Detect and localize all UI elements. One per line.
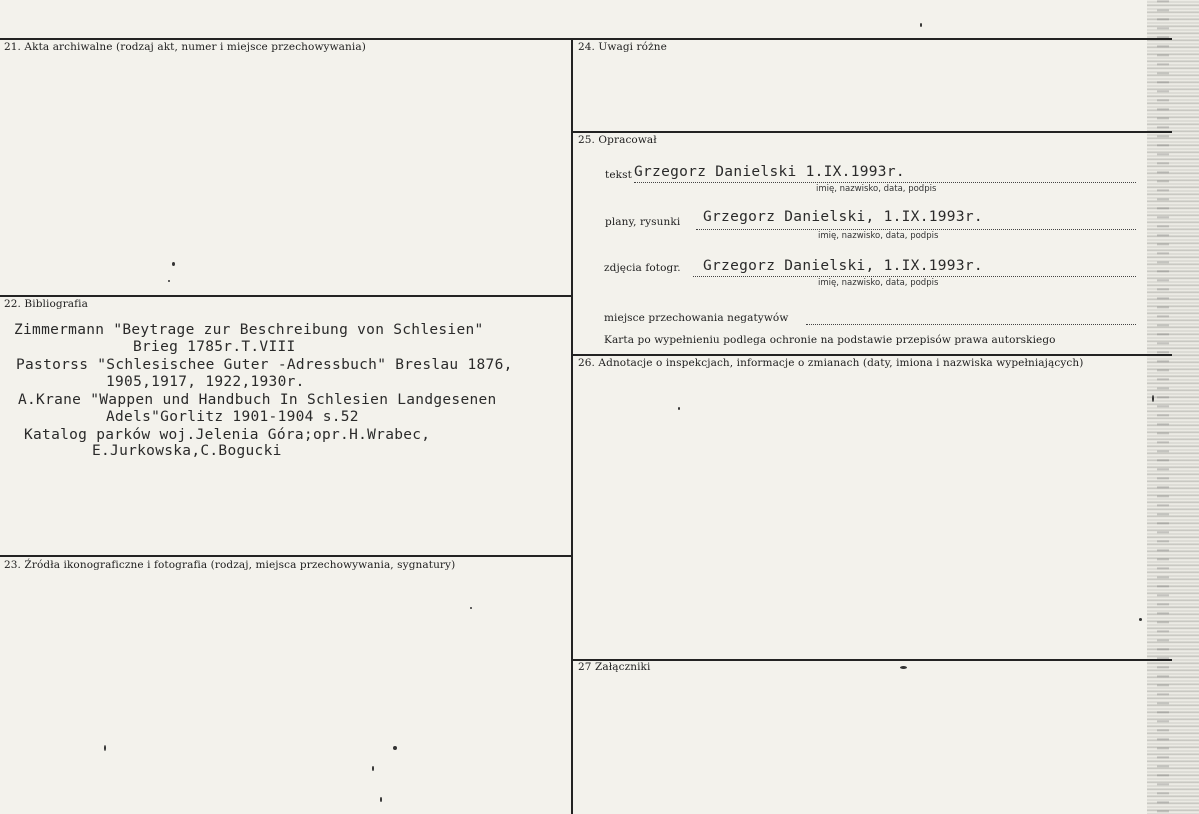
plany-label: plany, rysunki (605, 216, 681, 228)
section-23-label: 23. Źródła ikonograficzne i fotografia (rodzaj, miejsca przechowywania, sygnatury) (4, 559, 456, 571)
negatives-dotted-line (806, 324, 1136, 325)
bibliography-line-3: Pastorss "Schlesischee Guter -Adressbuch" Breslau 1876, (16, 357, 513, 373)
bibliography-line-7: Katalog parków woj.Jelenia Góra;opr.H.Wrabec, (24, 427, 431, 443)
divider-21-22 (0, 295, 572, 297)
scan-speck (1152, 395, 1154, 402)
tekst-caption: imię, nazwisko, data, podpis (816, 184, 937, 194)
bibliography-line-2: Brieg 1785r.T.VIII (133, 339, 296, 355)
scan-speck (393, 746, 397, 750)
section-27-label: 27 Załączniki (578, 661, 651, 673)
section-24-label: 24. Uwagi różne (578, 41, 667, 53)
scan-speck (104, 745, 106, 751)
tekst-value: Grzegorz Danielski 1.IX.1993r. (634, 164, 905, 180)
scan-speck (168, 280, 170, 282)
scan-edge-noise-streaks (1157, 0, 1169, 814)
zdjecia-dotted-line (693, 276, 1136, 277)
section-25-label: 25. Opracował (578, 134, 657, 146)
bibliography-line-6: Adels"Gorlitz 1901-1904 s.52 (106, 409, 359, 425)
plany-dotted-line (696, 229, 1136, 230)
negatives-label: miejsce przechowania negatywów (604, 312, 789, 324)
scan-speck (372, 766, 374, 771)
bibliography-line-8: E.Jurkowska,C.Bogucki (92, 443, 282, 459)
scan-edge-noise (1147, 0, 1199, 814)
scan-speck (1139, 618, 1142, 621)
zdjecia-value: Grzegorz Danielski, 1.IX.1993r. (703, 258, 983, 274)
zdjecia-label: zdjęcia fotogr. (604, 262, 681, 274)
bibliography-line-1: Zimmermann "Beytrage zur Beschreibung von Schlesien" (14, 322, 484, 338)
section-22-label: 22. Bibliografia (4, 298, 88, 310)
plany-value: Grzegorz Danielski, 1.IX.1993r. (703, 209, 983, 225)
section-26-label: 26. Adnotacje o inspekcjach, informacje o zmianach (daty, imiona i nazwiska wypełniających) (578, 357, 1084, 369)
divider-24-25 (572, 131, 1172, 133)
divider-22-23 (0, 555, 572, 557)
plany-caption: imię, nazwisko, data, podpis (818, 231, 939, 241)
divider-26-27 (572, 659, 1172, 661)
top-border-line (0, 38, 1172, 40)
protection-note: Karta po wypełnieniu podlega ochronie na podstawie przepisów prawa autorskiego (604, 334, 1056, 346)
tekst-label: tekst (605, 169, 632, 181)
scan-speck (470, 607, 472, 609)
scan-speck (380, 797, 382, 802)
tekst-dotted-line (634, 182, 1136, 183)
scan-speck (920, 23, 922, 27)
bibliography-line-5: A.Krane "Wappen und Handbuch In Schlesien Landgesenen (18, 392, 497, 408)
scan-speck (678, 407, 680, 410)
zdjecia-caption: imię, nazwisko, data, podpis (818, 278, 939, 288)
section-21-label: 21. Akta archiwalne (rodzaj akt, numer i miejsce przechowywania) (4, 41, 366, 53)
scan-speck (172, 262, 175, 266)
divider-25-26 (572, 354, 1172, 356)
center-divider (571, 38, 573, 814)
scan-speck (900, 666, 907, 669)
bibliography-line-4: 1905,1917, 1922,1930r. (106, 374, 305, 390)
